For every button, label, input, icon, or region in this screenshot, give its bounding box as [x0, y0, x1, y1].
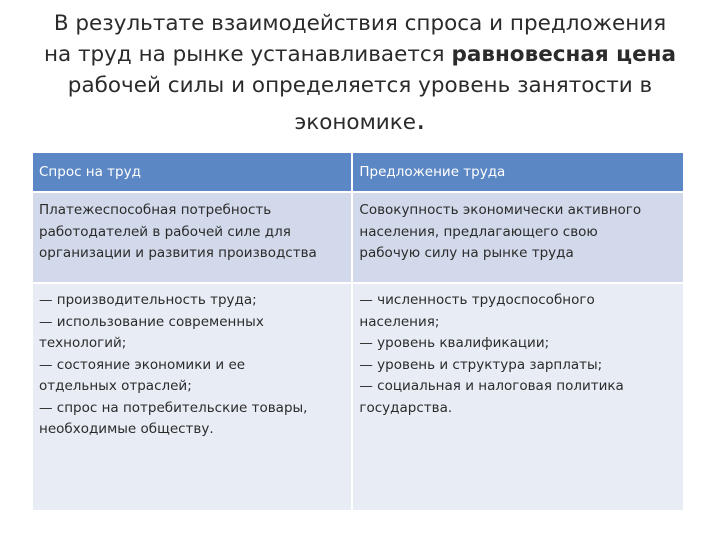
text-line: — численность трудоспособного [359, 292, 595, 308]
text-line: отдельных отраслей; [39, 378, 192, 394]
table-header-row [33, 153, 684, 192]
title-line-1: В результате взаимодействия спроса и предложения [53, 11, 667, 36]
text-line: технологий; [39, 335, 127, 351]
text-line: необходимые обществу. [39, 421, 214, 437]
header-demand: Спрос на труд [33, 153, 352, 192]
table-row-definitions [33, 192, 684, 283]
text-line: — производительность труда; [39, 292, 257, 308]
table-row-factors [33, 283, 684, 511]
text-line: работодателей в рабочей силе для [39, 223, 291, 240]
cell-demand-definition [33, 192, 352, 283]
text-line: рабочую силу на рынке труда [359, 245, 574, 261]
text-line: — использование современных [39, 313, 264, 330]
text-line: Совокупность экономически активного [359, 202, 642, 218]
title-line-4: экономике [294, 110, 416, 135]
title-line-2-start: на труд на рынке устанавливается [43, 42, 452, 67]
title-period: . [416, 102, 426, 137]
text-line: — состояние экономики и ее [39, 356, 246, 373]
text-line: — уровень квалификации; [359, 335, 550, 351]
header-supply: Предложение труда [352, 153, 684, 192]
cell-demand-factors [33, 283, 352, 511]
labor-table [33, 153, 685, 512]
text-line: — уровень и структура зарплаты; [359, 356, 603, 373]
slide-title [24, 8, 696, 138]
cell-supply-factors [352, 283, 684, 511]
title-line-3: рабочей силы и определяется уровень занятости в [67, 73, 653, 98]
text-line: организации и развития производства [39, 245, 317, 261]
text-line: государства. [359, 399, 453, 416]
text-line: Платежеспособная потребность [39, 202, 272, 218]
title-bold-term: равновесная цена [451, 42, 677, 67]
text-line: населения, предлагающего свою [359, 223, 598, 240]
text-line: — спрос на потребительские товары, [39, 399, 308, 416]
cell-supply-definition [352, 192, 684, 283]
text-line: населения; [359, 313, 440, 330]
text-line: — социальная и налоговая политика [359, 378, 624, 394]
